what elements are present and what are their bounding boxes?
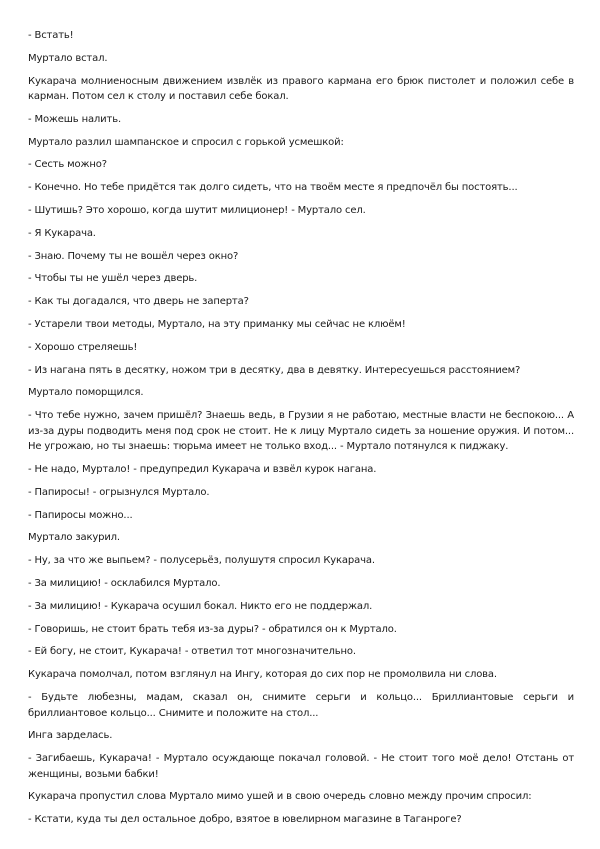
paragraph: - Хорошо стреляешь!	[28, 341, 138, 353]
paragraph: - Папиросы можно...	[28, 509, 133, 521]
paragraph: - Знаю. Почему ты не вошёл через окно?	[28, 250, 239, 262]
paragraph: - Шутишь? Это хорошо, когда шутит милиционер! - Муртало сел.	[28, 205, 366, 217]
paragraph: - Папиросы! - огрызнулся Муртало.	[28, 486, 210, 498]
paragraph: Кукарача молниеносным движением извлёк из правого кармана его брюк пистолет и положил себе в карман. Потом сел к столу и поставил себе бокал.	[28, 75, 574, 103]
paragraph: - Говоришь, не стоит брать тебя из-за дуры? - обратился он к Муртало.	[28, 623, 397, 635]
paragraph: - Не надо, Муртало! - предупредил Кукарача и взвёл курок нагана.	[28, 464, 377, 476]
paragraph: - Загибаешь, Кукарача! - Муртало осуждающе покачал головой. - Не стоит того моё дело! Отстань от женщины, возьми бабки!	[28, 753, 574, 780]
paragraph: Муртало поморщился.	[28, 387, 144, 399]
paragraph: Кукарача пропустил слова Муртало мимо ушей и в свою очередь словно между прочим спросил:	[28, 791, 532, 803]
page-text	[28, 28, 574, 835]
paragraph: - Можешь налить.	[28, 113, 121, 125]
paragraph: Инга зарделась.	[28, 730, 113, 742]
paragraph: - Чтобы ты не ушёл через дверь.	[28, 273, 198, 285]
paragraph: - Ей богу, не стоит, Кукарача! - ответил тот многозначительно.	[28, 646, 356, 658]
paragraph: - Встать!	[28, 30, 74, 41]
paragraph: Муртало разлил шампанское и спросил с горькой усмешкой:	[28, 136, 344, 148]
paragraph: - Будьте любезны, мадам, сказал он, снимите серьги и кольцо... Бриллиантовые серьги и бриллиантовое кольцо... Снимите и положите на стол...	[28, 692, 574, 719]
paragraph: - Из нагана пять в десятку, ножом три в десятку, два в девятку. Интересуешься расстоянием?	[28, 364, 521, 376]
paragraph: - Я Кукарача.	[28, 227, 96, 239]
paragraph: - Устарели твои методы, Муртало, на эту приманку мы сейчас не клюём!	[28, 319, 406, 331]
paragraph: - Как ты догадался, что дверь не заперта?	[28, 296, 249, 308]
paragraph: - Ну, за что же выпьем? - полусерьёз, полушутя спросил Кукарача.	[28, 555, 375, 567]
paragraph: Кукарача помолчал, потом взглянул на Ингу, которая до сих пор не промолвила ни слова.	[28, 669, 497, 681]
paragraph: - За милицию! - осклабился Муртало.	[28, 578, 221, 590]
paragraph: Муртало закурил.	[28, 532, 120, 544]
paragraph: - Что тебе нужно, зачем пришёл? Знаешь ведь, в Грузии я не работаю, местные власти не беспокою... А из-за дуры подводить меня под срок не стоит. Не к лицу Муртало сидеть за ношение оружия. И потом... Не угрожаю, но ты знаешь: тюрьма имеет не только вход... - Муртало потянулся к пиджаку.	[28, 410, 574, 453]
paragraph: - Конечно. Но тебе придётся так долго сидеть, что на твоём месте я предпочёл бы постоять...	[28, 182, 518, 194]
paragraph: - Сесть можно?	[28, 159, 107, 171]
paragraph: Муртало встал.	[28, 52, 108, 64]
paragraph: - Кстати, куда ты дел остальное добро, взятое в ювелирном магазине в Таганроге?	[28, 814, 462, 826]
paragraph: - За милицию! - Кукарача осушил бокал. Никто его не поддержал.	[28, 600, 373, 612]
